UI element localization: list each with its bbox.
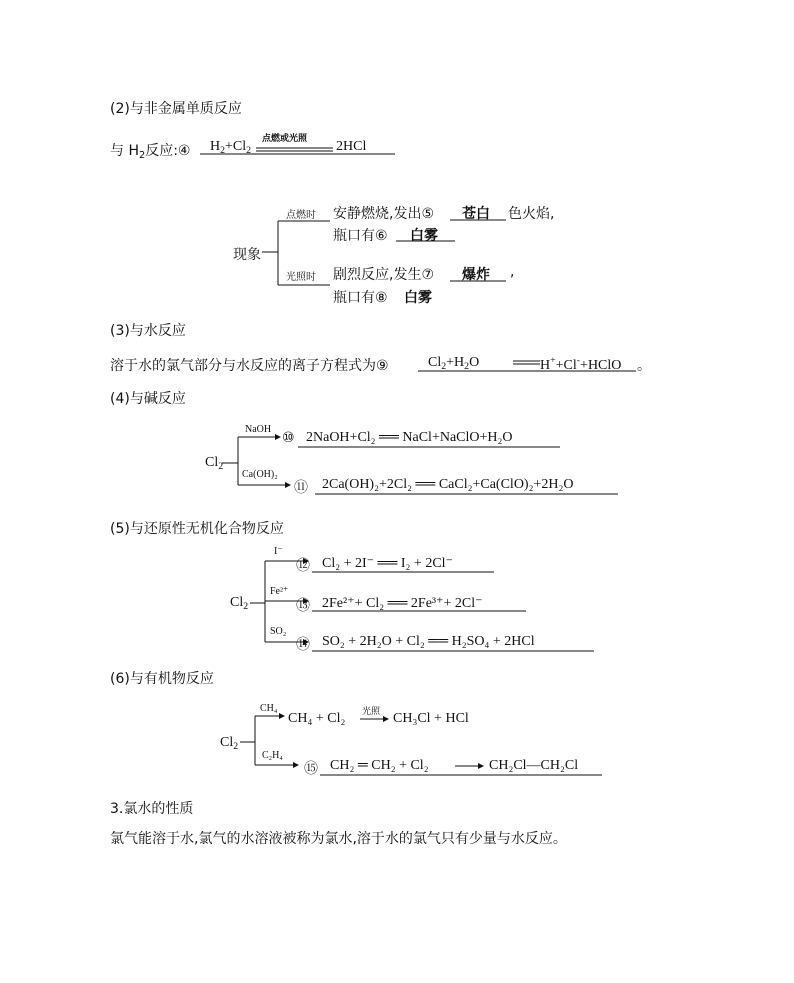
caoh2-reagent: Ca(OH)₂	[242, 469, 278, 480]
phenomenon-label: 现象	[233, 247, 261, 263]
circle-10: ⑩	[282, 430, 295, 446]
water-reaction-text: 溶于水的氯气部分与水反应的离子方程式为⑨	[110, 358, 389, 374]
equation-ch4-right: CH₃Cl + HCl	[393, 711, 469, 726]
h2-reaction-label: 与 $H_2$反应:④	[110, 143, 191, 161]
base-reactant: $Cl_2$	[205, 455, 224, 472]
naoh-reagent: NaOH	[245, 424, 272, 435]
equation-11: 2Ca(OH)₂+2Cl₂ ══ CaCl₂+Ca(ClO)₂+2H₂O	[322, 477, 574, 492]
equation-4-product: 2HCl	[336, 139, 367, 154]
ignite-condition: 点燃时	[286, 210, 316, 221]
ch4-reagent: CH₄	[260, 703, 278, 714]
equation-12: Cl₂ + 2I⁻ ══ I₂ + 2Cl⁻	[322, 556, 453, 571]
ch4-condition: 光照	[362, 707, 381, 717]
light-condition: 光照时	[286, 272, 316, 283]
section-heading-organic: (6)与有机物反应	[110, 671, 214, 687]
section-heading-chlorine-water: 3.氯水的性质	[110, 801, 194, 817]
c2h4-reagent: C₂H₄	[262, 750, 283, 761]
equation-15-left: CH₂ ═ CH₂ + Cl₂	[330, 758, 429, 773]
light-line-1: 剧烈反应,发生⑦	[333, 267, 435, 283]
ferrous-reagent: Fe²⁺	[270, 586, 289, 597]
blank-7-answer: 爆炸	[462, 267, 490, 283]
light-line-1-end: ,	[510, 264, 515, 280]
equation-13: 2Fe²⁺+ Cl₂ ══ 2Fe³⁺+ 2Cl⁻	[322, 596, 483, 611]
equation-14: SO₂ + 2H₂O + Cl₂ ══ H₂SO₄ + 2HCl	[322, 634, 535, 649]
organic-reactant: $Cl_2$	[220, 735, 239, 752]
equation-9-right: H++Cl-+HClO	[540, 355, 622, 373]
circle-15: ⑮	[304, 761, 318, 777]
ignite-line-1-end: 色火焰,	[508, 206, 555, 222]
section-heading-inorganic: (5)与还原性无机化合物反应	[110, 521, 284, 537]
equation-10: 2NaOH+Cl₂ ══ NaCl+NaClO+H₂O	[306, 430, 513, 445]
blank-8-answer: 白雾	[404, 290, 432, 306]
equation-9-left: $Cl_2+H_2O$	[428, 355, 480, 372]
section-heading-water: (3)与水反应	[110, 323, 186, 339]
iodide-reagent: I⁻	[274, 546, 283, 557]
section-heading-base: (4)与碱反应	[110, 391, 186, 407]
circle-14: ⑭	[296, 637, 310, 653]
equation-ch4-left: CH₄ + Cl₂	[288, 711, 346, 726]
light-line-2: 瓶口有⑧	[333, 290, 388, 306]
equation-15-right: CH₂Cl—CH₂Cl	[489, 758, 579, 773]
ignite-line-2: 瓶口有⑥	[333, 228, 388, 244]
so2-reagent: SO₂	[270, 626, 287, 637]
equation-4-left: $H_2+Cl_2$	[210, 139, 252, 156]
circle-13: ⑬	[296, 598, 310, 614]
blank-5-answer: 苍白	[462, 206, 490, 222]
chlorine-water-text: 氯气能溶于水,氯气的水溶液被称为氯水,溶于水的氯气只有少量与水反应。	[110, 831, 567, 847]
inorganic-reactant: $Cl_2$	[230, 595, 249, 612]
circle-11: ⑪	[294, 480, 308, 496]
ignite-line-1: 安静燃烧,发出⑤	[333, 206, 435, 222]
sentence-end-mark: 。	[637, 358, 651, 374]
section-heading-nonmetal: (2)与非金属单质反应	[110, 101, 242, 117]
blank-6-answer: 白雾	[410, 228, 438, 244]
circle-12: ⑫	[296, 558, 310, 574]
equation-4-condition: 点燃或光照	[262, 134, 308, 144]
